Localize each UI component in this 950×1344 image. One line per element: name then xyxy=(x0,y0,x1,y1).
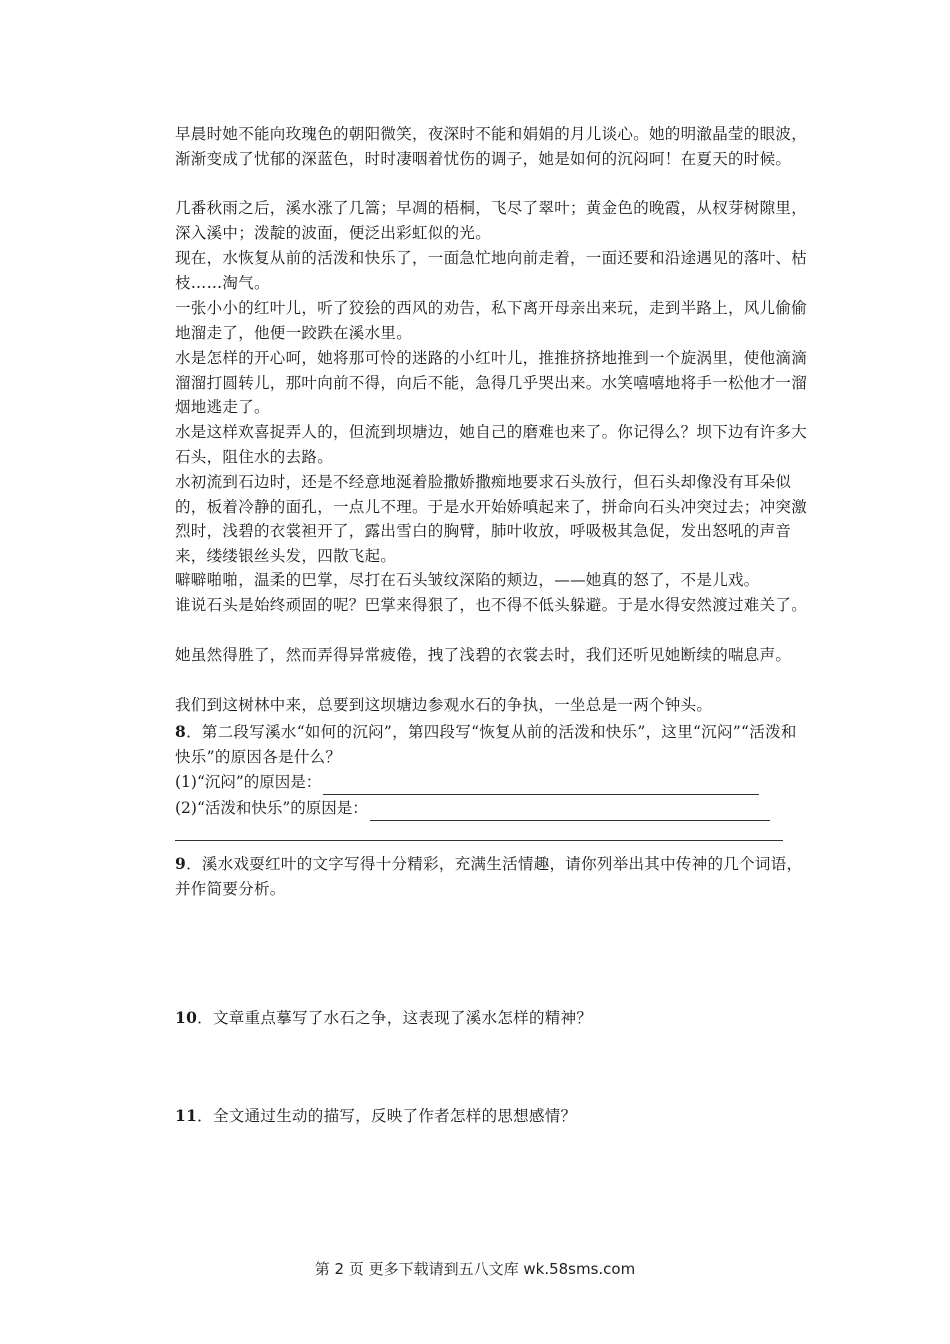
passage-paragraph-4: 一张小小的红叶儿，听了狡狯的西风的劝告，私下离开母亲出来玩，走到半路上，风儿偷偷地溜走了，他便一跤跌在溪水里。 xyxy=(175,299,808,342)
question-8-answer-2-blank-continued[interactable] xyxy=(175,822,783,841)
question-8-sub-2-label: (2)“活泼和快乐”的原因是： xyxy=(175,799,368,817)
question-8-text: ．第二段写溪水“如何的沉闷”，第四段写“恢复从前的活泼和快乐”，这里“沉闷”“活泼和快乐”的原因各是什么？ xyxy=(175,723,797,766)
question-10-text: ．文章重点摹写了水石之争，这表现了溪水怎样的精神？ xyxy=(197,1009,593,1027)
question-9 xyxy=(175,852,807,901)
question-8-sub-1-label: (1)“沉闷”的原因是： xyxy=(175,773,322,791)
passage-paragraph-1: 早晨时她不能向玫瑰色的朝阳微笑，夜深时不能和娟娟的月儿谈心。她的明澈晶莹的眼波，渐渐变成了忧郁的深蓝色，时时凄咽着忧伤的调子，她是如何的沉闷呵！在夏天的时候。 xyxy=(175,125,808,168)
question-9-number: 9 xyxy=(175,854,187,873)
passage-paragraph-10: 她虽然得胜了，然而弄得异常疲倦，拽了浅碧的衣裳去时，我们还听见她断续的喘息声。 xyxy=(175,646,792,664)
passage-paragraph-5: 水是怎样的开心呵，她将那可怜的迷路的小红叶儿，推推挤挤地推到一个旋涡里，使他滴滴溜溜打圆转儿，那叶向前不得，向后不能，急得几乎哭出来。水笑嘻嘻地将手一松他才一溜烟地逃走了。 xyxy=(175,349,808,416)
passage-paragraph-11: 我们到这树林中来，总要到这坝塘边参观水石的争执，一坐总是一两个钟头。 xyxy=(175,696,713,714)
question-8-answer-2-blank[interactable] xyxy=(370,802,770,821)
question-8-answer-1 xyxy=(175,770,807,795)
question-10 xyxy=(175,1006,807,1031)
question-9-text: ．溪水戏耍红叶的文字写得十分精彩，充满生活情趣，请你列举出其中传神的几个词语，并作简要分析。 xyxy=(175,855,803,898)
passage-paragraph-6: 水是这样欢喜捉弄人的，但流到坝塘边，她自己的磨难也来了。你记得么？坝下边有许多大石头，阻住水的去路。 xyxy=(175,423,808,466)
passage-paragraph-8: 噼噼啪啪，温柔的巴掌，尽打在石头皱纹深陷的颊边，——她真的怒了，不是儿戏。 xyxy=(175,571,760,589)
question-11-text: ．全文通过生动的描写，反映了作者怎样的思想感情？ xyxy=(197,1107,577,1125)
page-footer: 第 2 页 更多下载请到五八文库 wk.58sms.com xyxy=(314,1260,636,1278)
passage-paragraph-2: 几番秋雨之后，溪水涨了几篙；早凋的梧桐，飞尽了翠叶；黄金色的晚霞，从杈芽树隙里，深入溪中；泼靛的波面，便泛出彩虹似的光。 xyxy=(175,199,808,242)
question-8-answer-1-blank[interactable] xyxy=(323,776,759,795)
passage-paragraph-3: 现在，水恢复从前的活泼和快乐了，一面急忙地向前走着，一面还要和沿途遇见的落叶、枯枝……淘气。 xyxy=(175,249,808,292)
question-10-number: 10 xyxy=(175,1008,198,1027)
question-11-number: 11 xyxy=(175,1106,198,1125)
question-8-answer-2-continued xyxy=(175,822,807,841)
question-8 xyxy=(175,720,807,769)
question-8-answer-2 xyxy=(175,796,807,821)
question-8-number: 8 xyxy=(175,722,187,741)
passage-paragraph-9: 谁说石头是始终顽固的呢？巴掌来得狠了，也不得不低头躲避。于是水得安然渡过难关了。 xyxy=(175,596,808,614)
passage-paragraph-7: 水初流到石边时，还是不经意地涎着脸撒娇撒痴地要求石头放行，但石头却像没有耳朵似的，板着冷静的面孔，一点儿不理。于是水开始娇嗔起来了，拼命向石头冲突过去；冲突激烈时，浅碧的衣裳袒开了，露出雪白的胸臂，肺叶收放，呼吸极其急促，发出怒吼的声音来，缕缕银丝头发，四散飞起。 xyxy=(175,473,808,565)
question-11 xyxy=(175,1104,807,1129)
